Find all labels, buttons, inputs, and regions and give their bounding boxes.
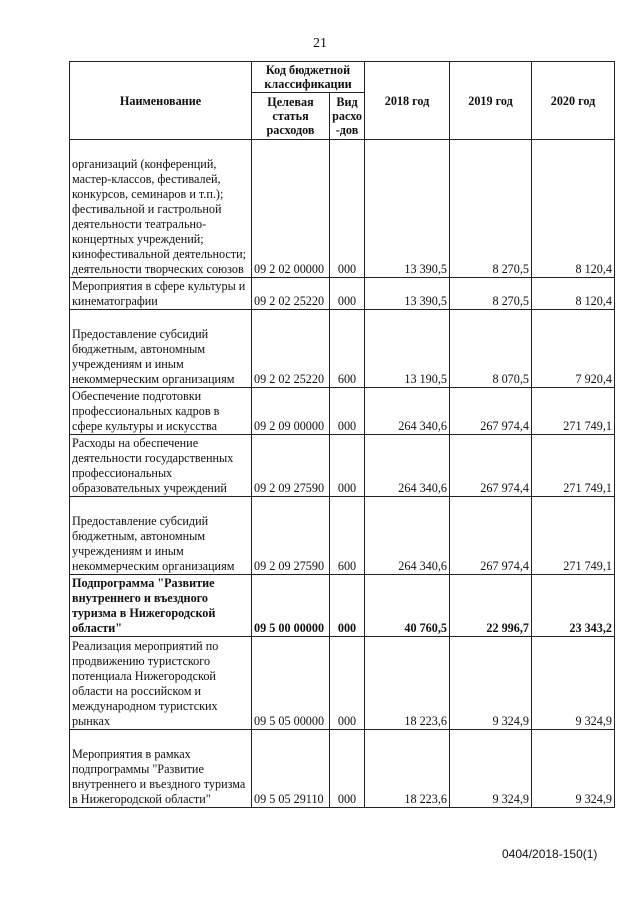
row-expense-kind: 000	[330, 140, 365, 278]
row-value-2020: 8 120,4	[532, 140, 615, 278]
page-number: 21	[313, 36, 327, 51]
row-expense-kind: 600	[330, 310, 365, 388]
row-value-2018: 13 390,5	[365, 140, 450, 278]
header-name: Наименование	[70, 62, 252, 140]
header-2018: 2018 год	[365, 62, 450, 140]
row-target-code: 09 2 02 00000	[252, 140, 330, 278]
row-expense-kind: 000	[330, 637, 365, 730]
row-target-code: 09 5 05 00000	[252, 637, 330, 730]
row-value-2018: 40 760,5	[365, 575, 450, 637]
row-name: Мероприятия в сфере культуры и кинематографии	[70, 278, 252, 310]
row-value-2020: 8 120,4	[532, 278, 615, 310]
row-target-code: 09 2 02 25220	[252, 310, 330, 388]
row-expense-kind: 000	[330, 388, 365, 435]
row-value-2019: 8 270,5	[450, 278, 532, 310]
row-value-2019: 8 070,5	[450, 310, 532, 388]
row-value-2019: 9 324,9	[450, 730, 532, 808]
row-name: Реализация мероприятий по продвижению туристского потенциала Нижегородской области на российском и международном туристских рынках	[70, 637, 252, 730]
row-name: организаций (конференций, мастер-классов, фестивалей, конкурсов, семинаров и т.п.); фестивальной и гастрольной деятельности театрально-концертных учреждений; кинофестивальной деятельности; деятельности творческих союзов	[70, 140, 252, 278]
header-classification-group: Код бюджетной классификации	[252, 62, 365, 93]
table-header	[70, 62, 615, 140]
document-registration-code: 0404/2018-150(1)	[502, 847, 598, 861]
row-value-2018: 13 190,5	[365, 310, 450, 388]
row-value-2018: 18 223,6	[365, 730, 450, 808]
table-row	[70, 140, 615, 278]
table-row	[70, 310, 615, 388]
row-value-2018: 264 340,6	[365, 435, 450, 497]
row-expense-kind: 000	[330, 278, 365, 310]
row-expense-kind: 600	[330, 497, 365, 575]
row-value-2019: 9 324,9	[450, 637, 532, 730]
row-value-2019: 8 270,5	[450, 140, 532, 278]
header-target-article: Целевая статья расходов	[252, 93, 330, 140]
row-value-2019: 267 974,4	[450, 497, 532, 575]
row-target-code: 09 2 02 25220	[252, 278, 330, 310]
row-expense-kind: 000	[330, 435, 365, 497]
table-row	[70, 497, 615, 575]
header-2020: 2020 год	[532, 62, 615, 140]
header-expense-kind: Вид расхо-дов	[330, 93, 365, 140]
table-row	[70, 388, 615, 435]
row-name: Подпрограмма "Развитие внутреннего и въездного туризма в Нижегородской области"	[70, 575, 252, 637]
budget-table	[69, 61, 615, 808]
row-target-code: 09 5 05 29110	[252, 730, 330, 808]
row-name: Мероприятия в рамках подпрограммы "Развитие внутреннего и въездного туризма в Нижегородской области"	[70, 730, 252, 808]
row-name: Предоставление субсидий бюджетным, автономным учреждениям и иным некоммерческим организациям	[70, 310, 252, 388]
row-value-2019: 267 974,4	[450, 388, 532, 435]
row-expense-kind: 000	[330, 730, 365, 808]
row-value-2018: 264 340,6	[365, 388, 450, 435]
header-2019: 2019 год	[450, 62, 532, 140]
row-target-code: 09 5 00 00000	[252, 575, 330, 637]
row-value-2019: 22 996,7	[450, 575, 532, 637]
row-value-2018: 264 340,6	[365, 497, 450, 575]
row-value-2020: 9 324,9	[532, 730, 615, 808]
row-value-2020: 23 343,2	[532, 575, 615, 637]
table-row	[70, 435, 615, 497]
table-row	[70, 278, 615, 310]
row-value-2020: 271 749,1	[532, 388, 615, 435]
row-target-code: 09 2 09 27590	[252, 497, 330, 575]
table-row-subprogram	[70, 575, 615, 637]
row-value-2020: 271 749,1	[532, 497, 615, 575]
row-value-2020: 7 920,4	[532, 310, 615, 388]
table-row	[70, 637, 615, 730]
row-value-2019: 267 974,4	[450, 435, 532, 497]
row-value-2018: 13 390,5	[365, 278, 450, 310]
row-name: Обеспечение подготовки профессиональных кадров в сфере культуры и искусства	[70, 388, 252, 435]
row-value-2020: 9 324,9	[532, 637, 615, 730]
row-name: Расходы на обеспечение деятельности государственных профессиональных образовательных учреждений	[70, 435, 252, 497]
row-target-code: 09 2 09 27590	[252, 435, 330, 497]
row-expense-kind: 000	[330, 575, 365, 637]
table-row	[70, 730, 615, 808]
row-name: Предоставление субсидий бюджетным, автономным учреждениям и иным некоммерческим организациям	[70, 497, 252, 575]
row-value-2020: 271 749,1	[532, 435, 615, 497]
row-value-2018: 18 223,6	[365, 637, 450, 730]
table-body	[70, 140, 615, 808]
row-target-code: 09 2 09 00000	[252, 388, 330, 435]
